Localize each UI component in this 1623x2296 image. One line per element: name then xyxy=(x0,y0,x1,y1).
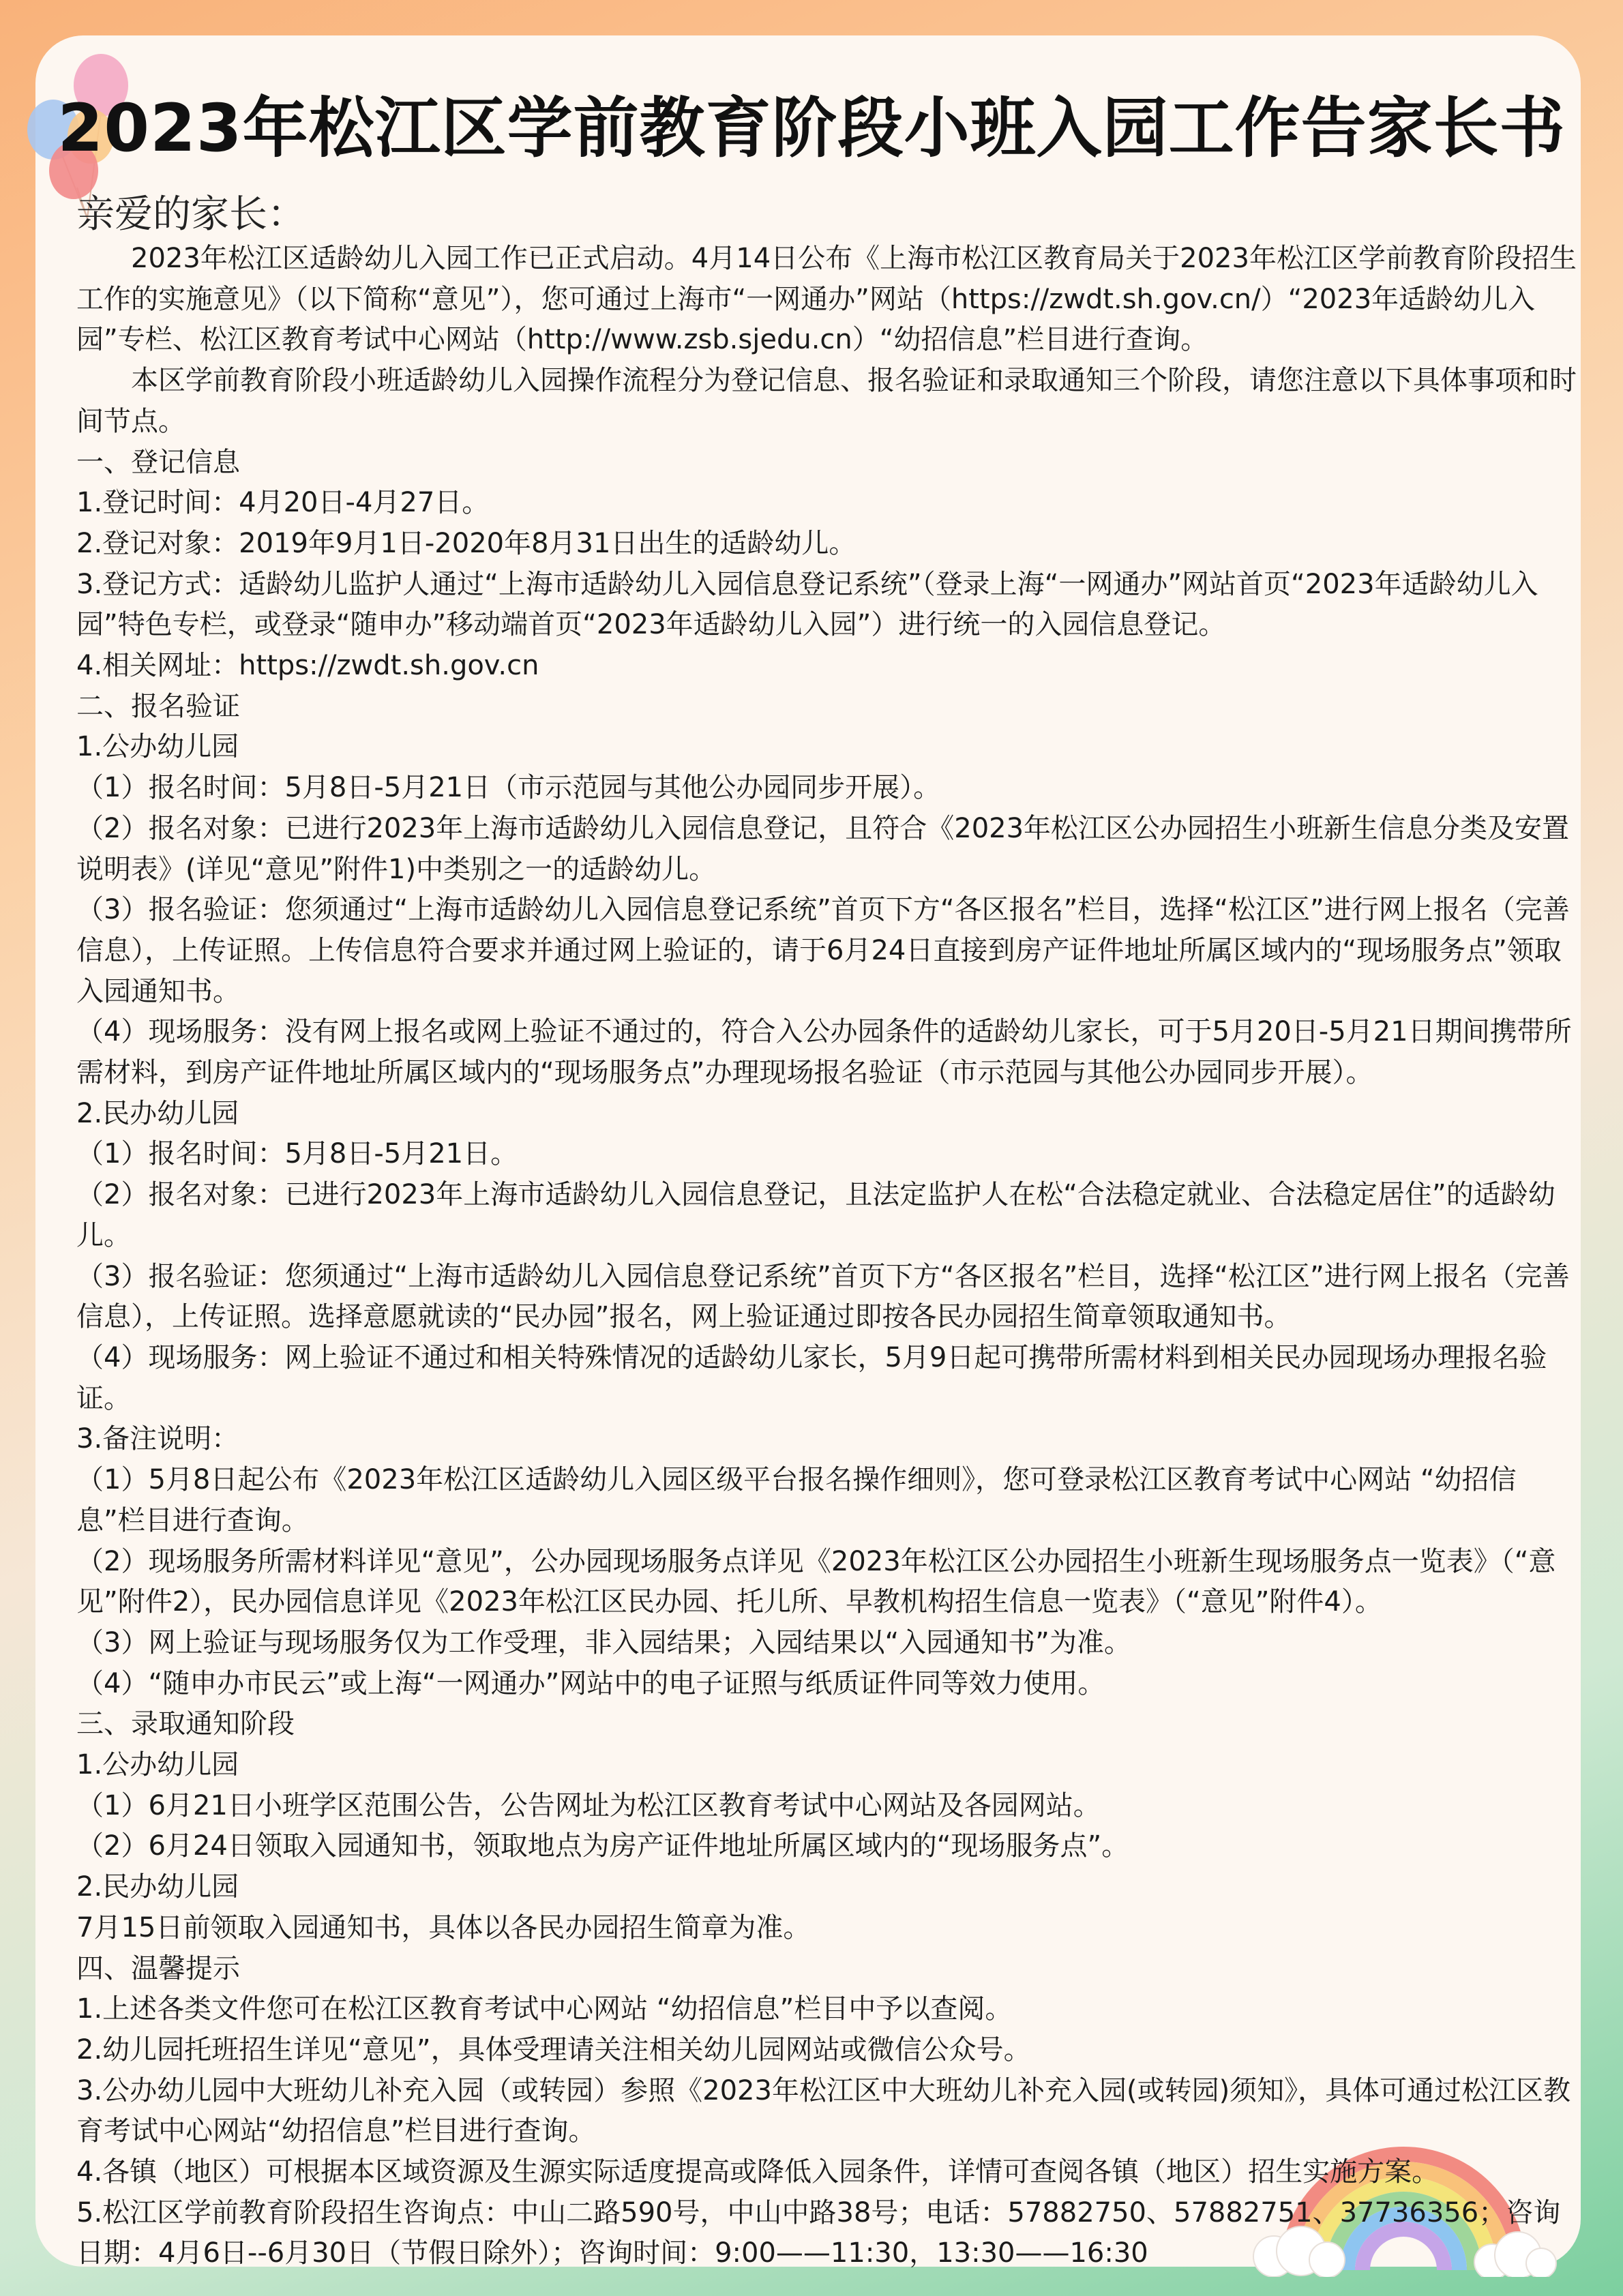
page-title: 2023年松江区学前教育阶段小班入园工作告家长书 xyxy=(57,90,1566,166)
list-item: （4）现场服务：没有网上报名或网上验证不通过的，符合入公办园条件的适龄幼儿家长，可于5月20日-5月21日期间携带所需材料，到房产证件地址所属区域内的“现场服务点”办理现场报名验证（市示范园与其他公办园同步开展）。 xyxy=(76,1016,1572,1089)
list-item: （2）6月24日领取入园通知书，领取地点为房产证件地址所属区域内的“现场服务点”。 xyxy=(76,1830,1129,1862)
greeting: 亲爱的家长： xyxy=(76,192,306,237)
section-heading: 四、温馨提示 xyxy=(76,1952,240,1984)
list-item: 4.相关网址：https://zwdt.sh.gov.cn xyxy=(76,650,539,682)
list-item: （2）现场服务所需材料详见“意见”，公办园现场服务点详见《2023年松江区公办园招生小班新生现场服务点一览表》（“意见”附件2），民办园信息详见《2023年松江区民办园、托儿所、早教机构招生信息一览表》（“意见”附件4）。 xyxy=(76,1545,1556,1618)
section-heading: 三、录取通知阶段 xyxy=(76,1708,295,1740)
list-item: 7月15日前领取入园通知书，具体以各民办园招生简章为准。 xyxy=(76,1911,811,1943)
list-item: 2.登记对象：2019年9月1日-2020年8月31日出生的适龄幼儿。 xyxy=(76,527,857,559)
subsection-heading: 1.公办幼儿园 xyxy=(76,1749,239,1781)
list-item: （3）报名验证：您须通过“上海市适龄幼儿入园信息登记系统”首页下方“各区报名”栏目，选择“松江区”进行网上报名（完善信息），上传证照。选择意愿就读的“民办园”报名，网上验证通过即按各民办园招生简章领取通知书。 xyxy=(76,1260,1570,1333)
list-item: 3.登记方式：适龄幼儿监护人通过“上海市适龄幼儿入园信息登记系统”（登录上海“一网通办”网站首页“2023年适龄幼儿入园”特色专栏，或登录“随申办”移动端首页“2023年适龄幼儿入园”）进行统一的入园信息登记。 xyxy=(76,568,1538,641)
list-item: 3.公办幼儿园中大班幼儿补充入园（或转园）参照《2023年松江区中大班幼儿补充入园(或转园)须知》，具体可通过松江区教育考试中心网站“幼招信息”栏目进行查询。 xyxy=(76,2074,1571,2147)
list-item: （2）报名对象：已进行2023年上海市适龄幼儿入园信息登记，且法定监护人在松“合法稳定就业、合法稳定居住”的适龄幼儿。 xyxy=(76,1179,1555,1251)
subsection-heading: 2.民办幼儿园 xyxy=(76,1097,239,1129)
list-item: （1）5月8日起公布《2023年松江区适龄幼儿入园区级平台报名操作细则》，您可登录松江区教育考试中心网站 “幼招信息”栏目进行查询。 xyxy=(76,1464,1517,1536)
intro-paragraph: 2023年松江区适龄幼儿入园工作已正式启动。4月14日公布《上海市松江区教育局关于2023年松江区学前教育阶段招生工作的实施意见》（以下简称“意见”），您可通过上海市“一网通办”网站（https://zwdt.sh.gov.cn/）“2023年适龄幼儿入园”专栏、松江区教育考试中心网站（http://www.zsb.sjedu.cn）“幼招信息”栏目进行查询。 xyxy=(76,243,1577,356)
subsection-heading: 2.民办幼儿园 xyxy=(76,1871,239,1903)
list-item: （4）现场服务：网上验证不通过和相关特殊情况的适龄幼儿家长，5月9日起可携带所需材料到相关民办园现场办理报名验证。 xyxy=(76,1341,1547,1414)
list-item: （3）报名验证：您须通过“上海市适龄幼儿入园信息登记系统”首页下方“各区报名”栏目，选择“松江区”进行网上报名（完善信息），上传证照。上传信息符合要求并通过网上验证的，请于6月24日直接到房产证件地址所属区域内的“现场服务点”领取入园通知书。 xyxy=(76,894,1570,1007)
document-body xyxy=(76,239,1577,2274)
list-item: （2）报名对象：已进行2023年上海市适龄幼儿入园信息登记，且符合《2023年松江区公办园招生小班新生信息分类及安置说明表》(详见“意见”附件1)中类别之一的适龄幼儿。 xyxy=(76,812,1570,885)
subsection-heading: 3.备注说明： xyxy=(76,1423,239,1455)
list-item: 1.登记时间：4月20日-4月27日。 xyxy=(76,487,490,519)
list-item: 2.幼儿园托班招生详见“意见”，具体受理请关注相关幼儿园网站或微信公众号。 xyxy=(76,2033,1031,2066)
list-item: （1）报名时间：5月8日-5月21日（市示范园与其他公办园同步开展）。 xyxy=(76,772,941,804)
subsection-heading: 1.公办幼儿园 xyxy=(76,731,239,763)
list-item: 1.上述各类文件您可在松江区教育考试中心网站 “幼招信息”栏目中予以查阅。 xyxy=(76,1993,1013,2025)
list-item: 4.各镇（地区）可根据本区域资源及生源实际适度提高或降低入园条件，详情可查阅各镇（地区）招生实施方案。 xyxy=(76,2156,1440,2188)
list-item: （3）网上验证与现场服务仅为工作受理，非入园结果；入园结果以“入园通知书”为准。 xyxy=(76,1626,1131,1658)
list-item: （4）“随申办市民云”或上海“一网通办”网站中的电子证照与纸质证件同等效力使用。 xyxy=(76,1667,1105,1699)
intro-paragraph: 本区学前教育阶段小班适龄幼儿入园操作流程分为登记信息、报名验证和录取通知三个阶段，请您注意以下具体事项和时间节点。 xyxy=(76,365,1577,437)
list-item: （1）6月21日小班学区范围公告，公告网址为松江区教育考试中心网站及各园网站。 xyxy=(76,1789,1101,1821)
list-item: 5.松江区学前教育阶段招生咨询点：中山二路590号，中山中路38号；电话：57882750、57882751、37736356；咨询日期：4月6日--6月30日（节假日除外）；咨询时间：9:00——11:30，13:30——16:30 xyxy=(76,2196,1561,2269)
list-item: （1）报名时间：5月8日-5月21日。 xyxy=(76,1138,518,1170)
section-heading: 一、登记信息 xyxy=(76,446,240,478)
section-heading: 二、报名验证 xyxy=(76,690,240,722)
